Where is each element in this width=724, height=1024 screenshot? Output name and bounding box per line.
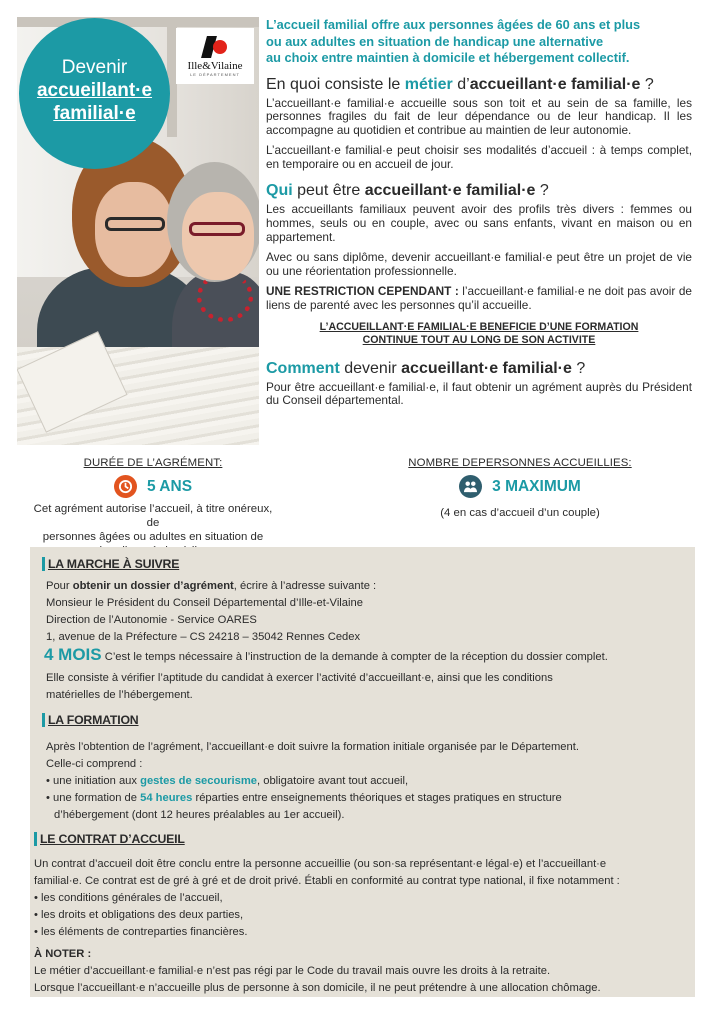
title-line-3: familial·e: [53, 103, 136, 124]
metier-paragraph-2: L’accueillant·e familial·e peut choisir ses modalités d’accueil : à temps complet, en temporaire ou en accueil de jour.: [266, 143, 692, 171]
photo-glasses-left: [105, 217, 165, 231]
qui-paragraph-1: Les accueillants familiaux peuvent avoir des profils très divers : femmes ou hommes, seuls ou en couple, avec ou sans enfants, vivant en maison ou en appartement.: [266, 202, 692, 244]
text-part: • une formation de: [46, 792, 141, 804]
title-line-2: accueillant·e: [36, 80, 153, 101]
intro-line: ou aux adultes en situation de handicap une alternative: [266, 33, 604, 49]
comment-paragraph: Pour être accueillant·e familial·e, il faut obtenir un agrément auprès du Président du Conseil départemental.: [266, 379, 692, 408]
contrat-bullet-2: • les droits et obligations des deux parties,: [34, 909, 244, 921]
section-heading-qui: [266, 181, 692, 201]
text-teal: gestes de secourisme: [140, 775, 258, 787]
marche-line-5: [44, 647, 608, 665]
people-icon: [459, 475, 482, 498]
text-bold: obtenir un dossier d’agrément: [72, 580, 234, 592]
section-heading-comment: [266, 359, 692, 379]
heading-part: ?: [535, 182, 549, 200]
logo-mark-icon: [200, 36, 230, 58]
intro-line: au choix entre maintien à domicile et hébergement collectif.: [266, 50, 630, 65]
qui-paragraph-3: [266, 285, 692, 312]
contrat-line-1: Un contrat d’accueil doit être conclu entre la personne accueillie (ou son·sa représentant·e légal·e) et l’accueillant·e: [34, 858, 607, 870]
note-line-1: Le métier d’accueillant·e familial·e n’est pas régi par le Code du travail mais ouvre les droits à la retraite.: [34, 965, 551, 977]
heading-bold: accueillant·e familial·e: [401, 359, 572, 377]
text-part: réparties entre enseignements théoriques et stages pratiques en structure: [192, 792, 562, 804]
text-part: C’est le temps nécessaire à l’instruction de la demande à compter de la réception du dossier complet.: [101, 651, 608, 663]
marche-line-7: matérielles de l’hébergement.: [46, 689, 193, 701]
delay-highlight: 4 MOIS: [44, 645, 102, 664]
info-panel: [30, 547, 695, 997]
text-part: , écrire à l’adresse suivante :: [233, 580, 377, 592]
formation-line-1: Après l’obtention de l’agrément, l’accueillant·e doit suivre la formation initiale organisée par le Département.: [46, 741, 579, 753]
formation-continue-note: [266, 321, 692, 347]
marche-line-2: Monsieur le Président du Conseil Départemental d’Ille-et-Vilaine: [46, 597, 363, 609]
note-line: L’ACCUEILLANT·E FAMILIAL·E BENEFICIE D’UNE FORMATION: [319, 320, 639, 333]
heading-bold: accueillant·e familial·e: [364, 182, 536, 200]
formation-line-4: [46, 790, 562, 806]
formation-line-2: Celle-ci comprend :: [46, 758, 143, 770]
contrat-bullet-1: • les conditions générales de l’accueil,: [34, 892, 223, 904]
logo-text: Ille&Vilaine: [187, 59, 243, 72]
duration-value-row: [28, 475, 278, 498]
photo-face-right: [182, 192, 254, 280]
photo-glasses-right: [189, 222, 245, 236]
note-line-2: Lorsque l’accueillant·e n’accueille plus de personne à son domicile, il ne peut prétendre à une allocation chômage.: [34, 982, 601, 994]
intro-line: L’accueil familial offre aux personnes âgées de 60 ans et plus: [266, 17, 641, 32]
marche-heading: LA MARCHE À SUIVRE: [42, 557, 179, 571]
heading-part: devenir: [339, 359, 402, 377]
contrat-heading: LE CONTRAT D’ACCUEIL: [34, 832, 185, 846]
heading-teal: Comment: [266, 359, 340, 377]
heading-part: d’: [452, 75, 470, 93]
qui-paragraph-2: Avec ou sans diplôme, devenir accueillant·e familial·e peut être un projet de vie ou une réorientation professionnelle.: [266, 250, 692, 278]
duration-desc-line: personnes âgées ou adultes en situation de: [42, 531, 264, 543]
right-column: [266, 17, 692, 408]
heading-part: En quoi consiste le: [266, 75, 405, 93]
intro-text: [266, 17, 692, 67]
heading-part: ?: [640, 75, 654, 93]
persons-value-row: [400, 475, 640, 498]
formation-line-5: d’hébergement (dont 12 heures préalables au 1er accueil).: [54, 809, 345, 821]
clock-icon: [114, 475, 137, 498]
note-heading: À NOTER :: [34, 948, 92, 960]
persons-description: (4 en cas d’accueil d’un couple): [440, 507, 600, 519]
marche-line-3: Direction de l’Autonomie - Service OARES: [46, 614, 257, 626]
persons-value: 3 MAXIMUM: [492, 477, 581, 495]
metier-paragraph-1: L’accueillant·e familial·e accueille sous son toit et au sein de sa famille, les personnes fragiles du fait de leur dépendance ou de leur handicap. Il les accompagne au quotidien et contribue au maintien de leur autonomie.: [266, 95, 692, 137]
formation-line-3: [46, 773, 408, 789]
title-badge: [19, 18, 170, 169]
department-logo: [176, 28, 254, 84]
heading-part: ?: [571, 359, 586, 377]
duration-desc-line: Cet agrément autorise l’accueil, à titre onéreux, de: [33, 503, 273, 529]
text-teal: 54 heures: [140, 792, 193, 804]
heading-teal: Qui: [266, 182, 293, 200]
restriction-text: l’accueillant·e familial·e ne doit pas avoir de liens de parenté avec les personnes qu’il accueille.: [266, 284, 692, 313]
logo-subtext: LE DÉPARTEMENT: [190, 71, 240, 77]
section-heading-metier: [266, 75, 692, 95]
heading-teal: métier: [404, 75, 453, 93]
restriction-label: UNE RESTRICTION CEPENDANT :: [266, 284, 459, 299]
stat-duration: [28, 457, 278, 558]
duration-label: DURÉE DE L’AGRÉMENT:: [83, 457, 223, 469]
text-part: , obligatoire avant tout accueil,: [257, 775, 409, 787]
title-line-1: Devenir: [61, 57, 128, 78]
note-line: CONTINUE TOUT AU LONG DE SON ACTIVITE: [362, 333, 596, 346]
stat-persons: [400, 457, 640, 520]
text-part: • une initiation aux: [46, 775, 141, 787]
formation-heading: LA FORMATION: [42, 713, 139, 727]
contrat-line-2: familial·e. Ce contrat est de gré à gré et de droit privé. Établi en conformité au contrat type national, il fixe notamment :: [34, 875, 620, 887]
persons-label: NOMBRE DEPERSONNES ACCUEILLIES:: [408, 457, 632, 469]
heading-bold: accueillant·e familial·e: [469, 75, 641, 93]
text-part: Pour: [46, 580, 73, 592]
photo-necklace: [197, 272, 253, 322]
marche-line-4: 1, avenue de la Préfecture – CS 24218 – 35042 Rennes Cedex: [46, 631, 361, 643]
marche-line-6: Elle consiste à vérifier l’aptitude du candidat à exercer l’activité d’accueillant·e, ainsi que les conditions: [46, 672, 553, 684]
marche-line-1: [46, 578, 376, 594]
photo-beam: [17, 17, 259, 27]
contrat-bullet-3: • les éléments de contreparties financières.: [34, 926, 248, 938]
heading-part: peut être: [292, 182, 365, 200]
duration-value: 5 ANS: [146, 477, 193, 495]
